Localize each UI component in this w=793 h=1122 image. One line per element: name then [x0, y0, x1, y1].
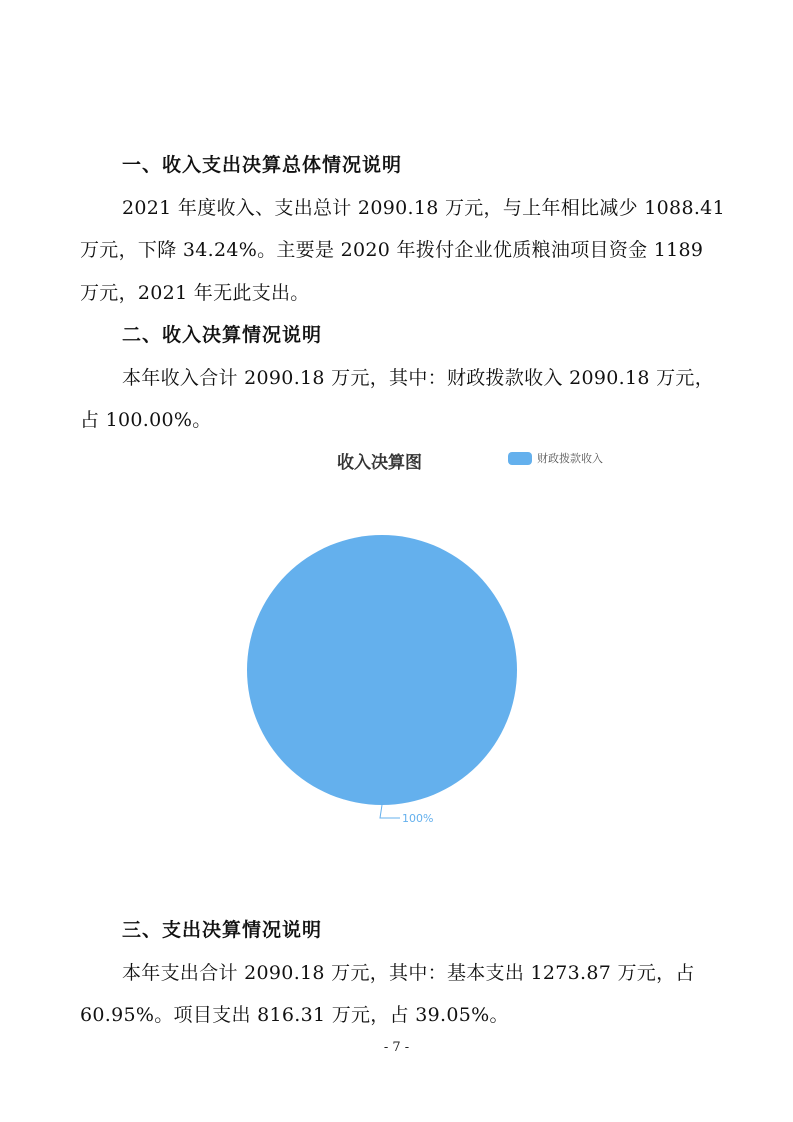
paragraph-line: 本年支出合计 2090.18 万元，其中：基本支出 1273.87 万元，占 [122, 962, 695, 984]
page-number: - 7 - [383, 1040, 410, 1055]
paragraph-line: 本年收入合计 2090.18 万元，其中：财政拨款收入 2090.18 万元， [122, 367, 714, 389]
chart-title: 收入决算图 [337, 453, 422, 473]
heading-2: 二、收入决算情况说明 [122, 324, 323, 346]
heading-1: 一、收入支出决算总体情况说明 [122, 154, 403, 176]
paragraph-line: 万元，下降 34.24%。主要是 2020 年拨付企业优质粮油项目资金 1189 [80, 239, 704, 261]
legend-label: 财政拨款收入 [537, 452, 603, 465]
pie-slice [247, 535, 517, 805]
paragraph-line: 占 100.00%。 [80, 409, 212, 431]
paragraph-line: 60.95%。项目支出 816.31 万元，占 39.05%。 [80, 1004, 509, 1026]
paragraph-line: 2021 年度收入、支出总计 2090.18 万元，与上年相比减少 1088.41 [122, 197, 725, 219]
label-leader-line [380, 805, 400, 818]
pie-data-label: 100% [402, 812, 434, 825]
paragraph-line: 万元，2021 年无此支出。 [80, 282, 310, 304]
heading-3: 三、支出决算情况说明 [122, 919, 323, 941]
